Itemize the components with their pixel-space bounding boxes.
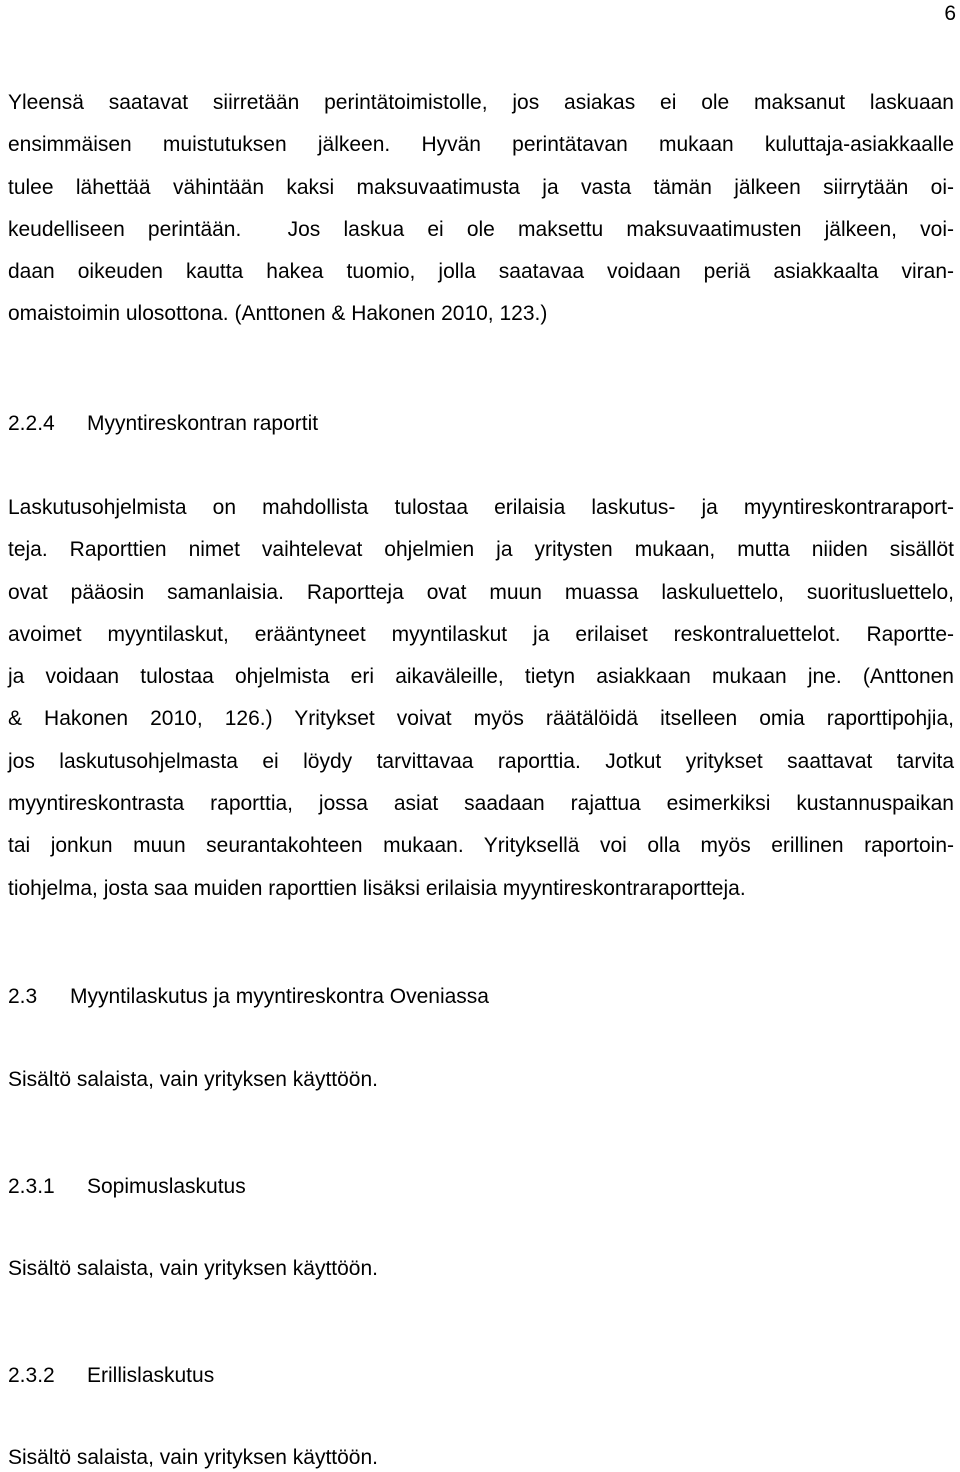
heading-title: Sopimuslaskutus (87, 1175, 246, 1198)
paragraph-reports (8, 487, 954, 910)
paragraph-line: myyntireskontrasta raporttia, jossa asiat saadaan rajattua esimerkiksi kustannuspaikan (8, 792, 954, 816)
heading-2-2-4 (8, 412, 318, 436)
heading-title: Myyntireskontran raportit (87, 412, 319, 435)
heading-number: 2.3.2 (8, 1364, 55, 1387)
heading-title: Myyntilaskutus ja myyntireskontra Oveniassa (70, 985, 489, 1008)
paragraph-line: avoimet myyntilaskut, erääntyneet myyntilaskut ja erilaiset reskontraluettelot. Raportte- (8, 622, 954, 646)
paragraph-line: keudelliseen perintään. Jos laskua ei ole maksettu maksuvaatimusten jälkeen, voi- (8, 217, 954, 241)
paragraph-line: ja voidaan tulostaa ohjelmista eri aikaväleille, tietyn asiakkaan mukaan jne. (Anttonen (8, 665, 954, 689)
paragraph-line: omaistoimin ulosottona. (Anttonen & Hakonen 2010, 123.) (8, 302, 548, 326)
heading-title: Erillislaskutus (87, 1364, 215, 1387)
heading-number: 2.3.1 (8, 1175, 55, 1198)
paragraph-line: & Hakonen 2010, 126.) Yritykset voivat myös räätälöidä itselleen omia raporttipohjia, (8, 707, 954, 731)
confidential-notice: Sisältö salaista, vain yrityksen käyttöön. (8, 1446, 379, 1469)
paragraph-line: Laskutusohjelmista on mahdollista tulostaa erilaisia laskutus- ja myyntireskontraraport- (8, 496, 954, 519)
heading-number: 2.2.4 (8, 412, 55, 435)
paragraph-line: ensimmäisen muistutuksen jälkeen. Hyvän perintätavan mukaan kuluttaja-asiakkaalle (8, 133, 954, 157)
paragraph-collection-process (8, 82, 954, 336)
paragraph-line: tai jonkun muun seurantakohteen mukaan. Yrityksellä voi olla myös erillinen raportoin- (8, 834, 954, 858)
confidential-notice: Sisältö salaista, vain yrityksen käyttöön. (8, 1257, 379, 1280)
paragraph-line: tulee lähettää vähintään kaksi maksuvaatimusta ja vasta tämän jälkeen siirrytään oi- (8, 175, 954, 199)
paragraph-line: jos laskutusohjelmasta ei löydy tarvittavaa raporttia. Jotkut yritykset saattavat tarvita (8, 749, 954, 773)
paragraph-line: Yleensä saatavat siirretään perintätoimistolle, jos asiakas ei ole maksanut laskuaan (8, 91, 954, 114)
paragraph-line: daan oikeuden kautta hakea tuomio, jolla saatavaa voidaan periä asiakkaalta viran- (8, 260, 954, 284)
confidential-notice: Sisältö salaista, vain yrityksen käyttöön. (8, 1068, 379, 1091)
heading-number: 2.3 (8, 985, 38, 1008)
paragraph-line: tiohjelma, josta saa muiden raporttien lisäksi erilaisia myyntireskontraraportteja. (8, 876, 746, 900)
paragraph-line: ovat pääosin samanlaisia. Raportteja ovat muun muassa laskuluettelo, suoritusluettelo, (8, 580, 954, 604)
paragraph-line: teja. Raporttien nimet vaihtelevat ohjelmien ja yritysten mukaan, mutta niiden sisällöt (8, 538, 954, 562)
page-number: 6 (944, 2, 956, 25)
heading-2-3-1 (8, 1175, 246, 1199)
heading-2-3 (8, 985, 489, 1009)
heading-2-3-2 (8, 1364, 214, 1388)
